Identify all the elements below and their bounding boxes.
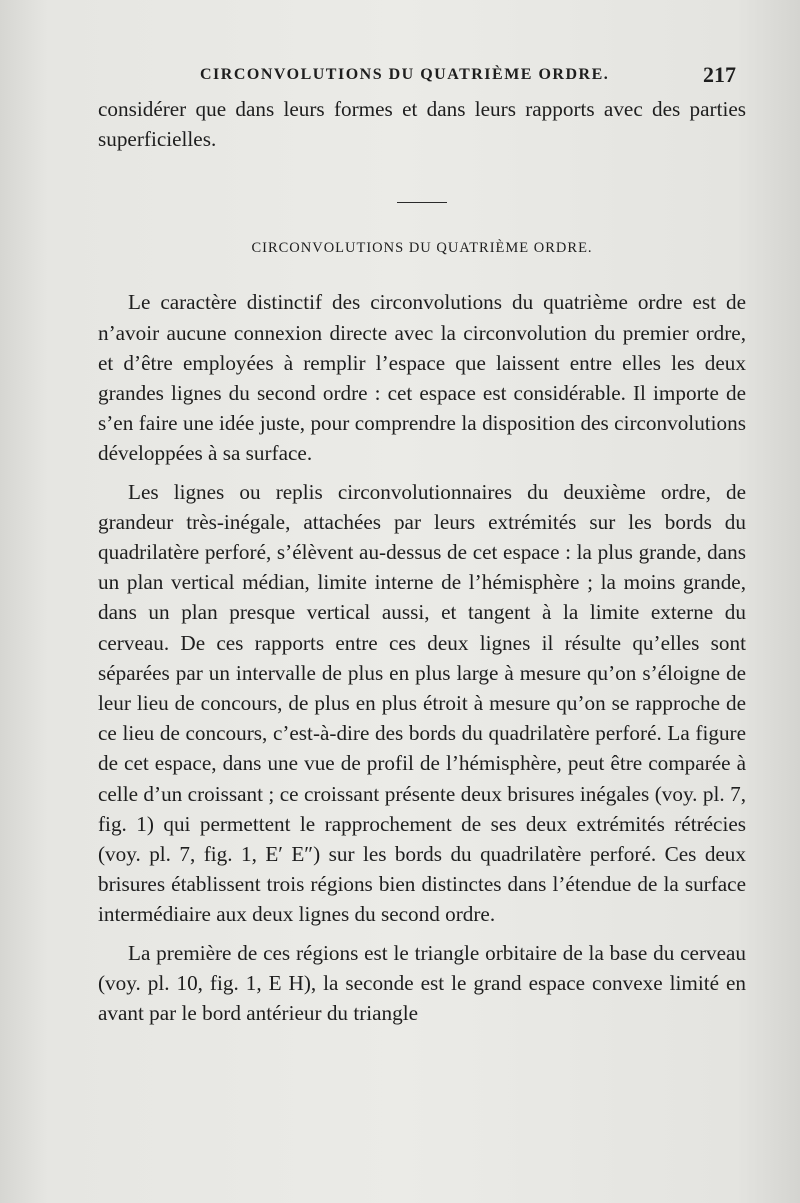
paragraph-1: Le caractère distinctif des circonvolutions du quatrième ordre est de n’avoir aucune connexion directe avec la circonvolution du premier ordre, et d’être employées à remplir l’espace que laissent entre elles les deux grandes lignes du second ordre : cet espace est considérable. Il importe de s’en faire une idée juste, pour comprendre la disposition des circonvolutions développées à sa surface.: [98, 290, 746, 466]
running-head: [200, 62, 740, 90]
paragraph-continuation: considérer que dans leurs formes et dans leurs rapports avec des parties superficielles.: [98, 97, 746, 152]
paragraph-3: La première de ces régions est le triangle orbitaire de la base du cerveau (voy. pl. 10, fig. 1, E H), la seconde est le grand espace convexe limité en avant par le bord antérieur du triangle: [98, 940, 746, 1026]
section-heading: CIRCONVOLUTIONS DU QUATRIÈME ORDRE.: [251, 240, 593, 257]
page-number: 217: [703, 62, 736, 87]
body-text: [98, 94, 746, 1028]
running-title: CIRCONVOLUTIONS DU QUATRIÈME ORDRE.: [200, 66, 610, 83]
paragraph-2: Les lignes ou replis circonvolutionnaires du deuxième ordre, de grandeur très-inégale, attachées par leurs extrémités sur les bords du quadrilatère perforé, s’élèvent au-dessus de cet espace : la plus grande, dans un plan vertical médian, limite interne de l’hémisphère ; la moins grande, dans un plan presque vertical aussi, et tangent à la limite externe du cerveau. De ces rapports entre ces deux lignes il résulte qu’elles sont séparées par un intervalle de plus en plus large à mesure qu’on s’éloigne de leur lieu de concours, de plus en plus étroit à mesure qu’on se rapproche de ce lieu de concours, c’est-à-dire des bords du quadrilatère perforé. La figure de cet espace, dans une vue de profil de l’hémisphère, peut être comparée à celle d’un croissant ; ce croissant présente deux brisures inégales (voy. pl. 7, fig. 1) qui permettent le rapprochement de ses deux extrémités rétrécies (voy. pl. 7, fig. 1, E′ E″) sur les bords du quadrilatère perforé. Ces deux brisures établissent trois régions bien distinctes dans l’étendue de la surface intermédiaire aux deux lignes du second ordre.: [98, 479, 746, 927]
section-divider: [397, 202, 447, 203]
